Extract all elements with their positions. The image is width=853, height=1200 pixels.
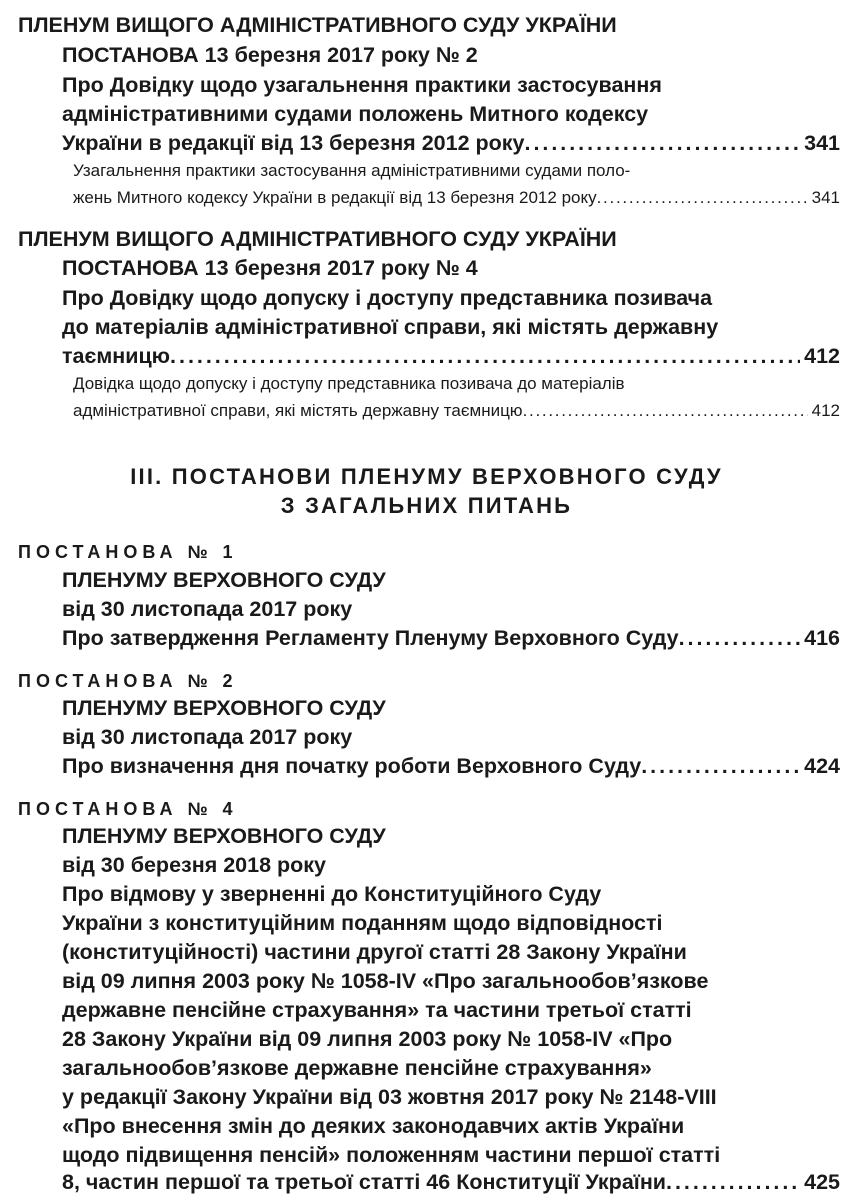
decree-date: від 30 листопада 2017 року [62, 725, 353, 749]
page-number: 425 [804, 1170, 840, 1194]
entry-title-line: Про Довідку щодо узагальнення практики застосування [62, 73, 662, 97]
decree-heading: ПОСТАНОВА 13 березня 2017 року № 4 [62, 256, 478, 280]
entry-title-line: Про Довідку щодо допуску і доступу представника позивача [62, 286, 713, 310]
decree-body: ПЛЕНУМУ ВЕРХОВНОГО СУДУ [62, 824, 386, 848]
decree-number-heading: ПОСТАНОВА № 4 [18, 799, 238, 819]
decree-heading: ПОСТАНОВА 13 березня 2017 року № 2 [62, 43, 478, 67]
page-number: 412 [811, 401, 840, 420]
entry-title-line: (конституційності) частини другої статті 28 Закону України [62, 940, 687, 964]
entry-title-line: «Про внесення змін до деяких законодавчих актів України [62, 1114, 685, 1138]
toc-entry-line[interactable] [62, 756, 840, 778]
sub-entry-line: Довідка щодо допуску і доступу представника позивача до матеріалів [73, 374, 625, 393]
dot-leader [170, 346, 800, 368]
toc-entry-line[interactable] [62, 133, 840, 155]
page-number: 412 [804, 344, 840, 368]
toc-entry-line[interactable] [62, 628, 840, 650]
decree-body: ПЛЕНУМУ ВЕРХОВНОГО СУДУ [62, 696, 386, 720]
entry-title-line: адміністративними судами положень Митного кодексу [62, 102, 649, 126]
page-number: 424 [804, 754, 840, 778]
entry-title-line: у редакції Закону України від 03 жовтня 2017 року № 2148-VIII [62, 1085, 717, 1109]
dot-leader [597, 189, 808, 206]
decree-number-heading: ПОСТАНОВА № 1 [18, 542, 238, 562]
entry-title-line: Про відмову у зверненні до Конституційного Суду [62, 882, 602, 906]
entry-title-line: загальнообов’язкове державне пенсійне страхування» [62, 1056, 652, 1080]
page-number: 341 [804, 131, 840, 155]
dot-leader [641, 756, 800, 778]
entry-title-line: України в редакції від 13 березня 2012 року [62, 131, 525, 155]
chapter-heading: ІІІ. ПОСТАНОВИ ПЛЕНУМУ ВЕРХОВНОГО СУДУ [130, 464, 723, 489]
toc-entry-line[interactable] [62, 1172, 840, 1194]
decree-date: від 30 березня 2018 року [62, 853, 327, 877]
entry-title-line: України з конституційним поданням щодо відповідності [62, 911, 663, 935]
entry-title-line: 8, частин першої та третьої статті 46 Конституції України [62, 1170, 667, 1194]
court-heading: ПЛЕНУМ ВИЩОГО АДМІНІСТРАТИВНОГО СУДУ УКРАЇНИ [18, 227, 617, 251]
entry-title-line: від 09 липня 2003 року № 1058-IV «Про загальнообов’язкове [62, 969, 709, 993]
court-heading: ПЛЕНУМ ВИЩОГО АДМІНІСТРАТИВНОГО СУДУ УКРАЇНИ [18, 13, 617, 37]
chapter-subheading: З ЗАГАЛЬНИХ ПИТАНЬ [280, 493, 573, 518]
entry-title-line: таємницю [62, 344, 171, 368]
sub-entry-line: адміністративної справи, які містять державну таємницю [73, 401, 523, 420]
entry-title-line: Про затвердження Регламенту Пленуму Верховного Суду [62, 626, 679, 650]
dot-leader [525, 133, 801, 155]
entry-title-line: Про визначення дня початку роботи Верховного Суду [62, 754, 642, 778]
toc-sub-entry-line[interactable] [73, 402, 840, 419]
dot-leader [666, 1172, 800, 1194]
dot-leader [523, 402, 808, 419]
decree-date: від 30 листопада 2017 року [62, 597, 353, 621]
page-number: 416 [804, 626, 840, 650]
decree-body: ПЛЕНУМУ ВЕРХОВНОГО СУДУ [62, 568, 386, 592]
toc-sub-entry-line[interactable] [73, 189, 840, 206]
sub-entry-line: жень Митного кодексу України в редакції від 13 березня 2012 року [73, 188, 597, 207]
dot-leader [679, 628, 801, 650]
decree-number-heading: ПОСТАНОВА № 2 [18, 671, 238, 691]
entry-title-line: 28 Закону України від 09 липня 2003 року № 1058-IV «Про [62, 1027, 673, 1051]
toc-entry-line[interactable] [62, 346, 840, 368]
sub-entry-line: Узагальнення практики застосування адміністративними судами поло- [73, 161, 631, 180]
entry-title-line: державне пенсійне страхування» та частини третьої статті [62, 998, 692, 1022]
entry-title-line: до матеріалів адміністративної справи, які містять державну [62, 315, 719, 339]
entry-title-line: щодо підвищення пенсій» положенням частини першої статті [62, 1143, 721, 1167]
page-number: 341 [811, 188, 840, 207]
